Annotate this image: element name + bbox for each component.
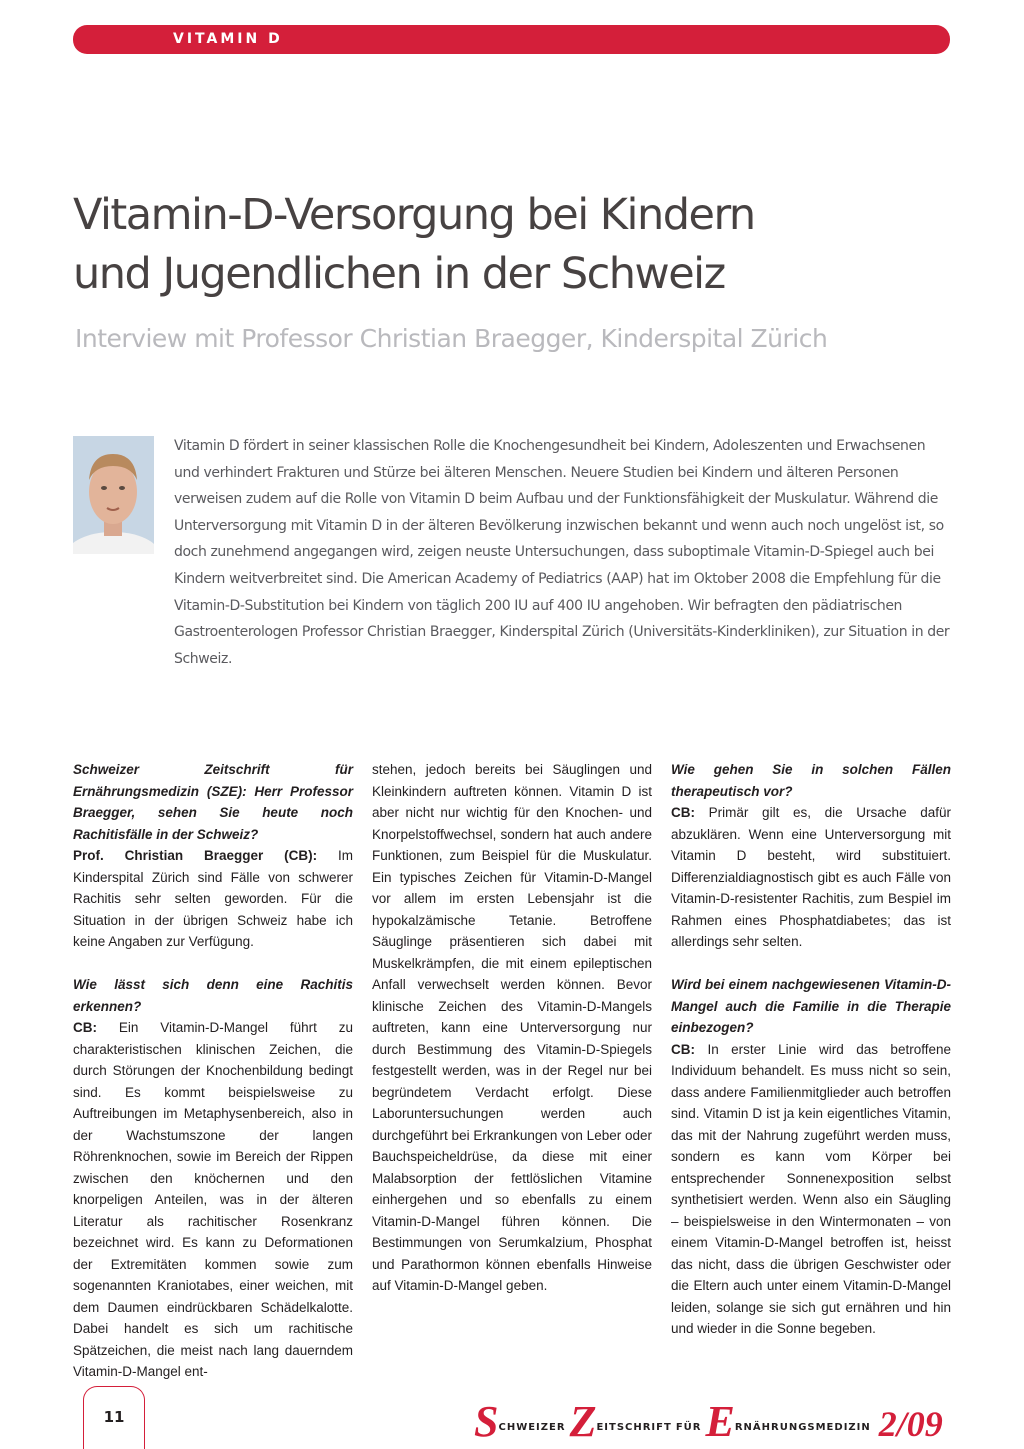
title-line-1: Vitamin-D-Versorgung bei Kindern	[73, 190, 755, 240]
answer-2-continued: stehen, jedoch bereits bei Säuglingen und Kleinkindern auftreten können. Vitamin D ist aber nicht nur wichtig für den Knochen- und Knorpelstoffwechsel, sondern hat auch andere Funktionen, zum Beispiel für die Muskulatur. Ein typisches Zeichen für Vitamin-D-Mangel vor allem im ersten Lebensjahr ist die hypokalzämische Tetanie. Betroffene Säuglinge präsentieren sich dabei mit Muskelkrämpfen, die mit einem epileptischen Anfall verwechselt werden können. Bevor klinische Zeichen des Vitamin-D-Mangels auftreten, kann eine Unterversorgung nur durch Bestimmung des Vitamin-D-Spiegels festgestellt werden, was in der Regel nur bei begründetem Verdacht erfolgt. Diese Laboruntersuchungen werden auch durchgeführt bei Erkrankungen von Leber oder Bauchspeicheldrüse, da diese mit einer Malabsorption der fettlöslichen Vitamine einhergehen und so ebenfalls zu einem Vitamin-D-Mangel führen können. Die Bestimmungen von Serumkalzium, Phosphat und Parathormon können ebenfalls Hinweise auf Vitamin-D-Mangel geben.	[372, 762, 652, 1293]
journal-word-fuer: FÜR	[675, 1422, 702, 1433]
article-subtitle: Interview mit Professor Christian Braegger, Kinderspital Zürich	[75, 324, 828, 353]
journal-word-3: RNÄHRUNGSMEDIZIN	[734, 1422, 871, 1433]
article-title	[73, 186, 973, 304]
journal-initial-s: S	[474, 1397, 499, 1446]
answer-1-text: Im Kinderspital Zürich sind Fälle von schwerer Rachitis sehr selten geworden. Für die Situation in der übrigen Schweiz habe ich keine Angaben zur Verfügung.	[73, 848, 353, 949]
answer-4-speaker: CB:	[671, 1041, 695, 1057]
page-number-box	[83, 1386, 145, 1449]
answer-4-text: In erster Linie wird das betroffene Individuum behandelt. Es muss nicht so sein, dass andere Familienmitglieder auch betroffen sind. Vitamin D ist ja kein eigentliches Vitamin, das mit der Nahrung zugeführt werden muss, sondern es kann vom Körper bei entsprechender Sonnenexposition selbst synthetisiert werden. Wenn also ein Säugling – beispielsweise in den Wintermonaten – von einem Vitamin-D-Mangel betroffen ist, heisst das nicht, dass die übrigen Geschwister oder die Eltern auch unter einem Vitamin-D-Mangel leiden, solange sie sich gut ernähren und hin und wieder in die Sonne begeben.	[671, 1041, 951, 1336]
section-header-bar	[73, 25, 950, 54]
portrait-image	[73, 436, 154, 554]
title-line-2: und Jugendlichen in der Schweiz	[73, 249, 725, 299]
question-1: Schweizer Zeitschrift für Ernährungsmedizin (SZE): Herr Professor Braegger, sehen Sie heute noch Rachitisfälle in der Schweiz?	[73, 762, 353, 842]
journal-word-2: EITSCHRIFT	[596, 1422, 672, 1433]
article-intro: Vitamin D fördert in seiner klassischen Rolle die Knochengesundheit bei Kindern, Adoleszenten und Erwachsenen und verhindert Frakturen und Stürze bei älteren Menschen. Neuere Studien bei Kindern und älteren Personen verweisen zudem auf die Rolle von Vitamin D beim Aufbau und der Funktionsfähigkeit der Muskulatur. Während die Unterversorgung mit Vitamin D in der älteren Bevölkerung inzwischen bekannt und wenn auch noch ungelöst ist, so doch zunehmend angegangen wird, zeigen neuste Untersuchungen, dass suboptimale Vitamin-D-Spiegel auch bei Kindern weitverbreitet sind. Die American Academy of Pediatrics (AAP) hat im Oktober 2008 die Empfehlung für die Vitamin-D-Substitution bei Kindern von täglich 200 IU auf 400 IU angehoben. Wir befragten den pädiatrischen Gastroenterologen Professor Christian Braegger, Kinderspital Zürich (Universitäts-Kinderkliniken), zur Situation in der Schweiz.	[174, 438, 950, 667]
journal-initial-e: E	[705, 1397, 735, 1446]
answer-2-speaker: CB:	[73, 1020, 97, 1035]
column-3	[671, 759, 951, 1340]
journal-logo	[474, 1396, 943, 1446]
answer-3-text: Primär gilt es, die Ursache dafür abzuklären. Wenn eine Unterversorgung mit Vitamin D besteht, wird substituiert. Differenzialdiagnostisch gibt es auch Fälle von Vitamin-D-resistenter Rachitis, zum Bespiel im Rahmen eines Phosphatdiabetes; das ist allerdings sehr selten.	[671, 805, 951, 949]
issue-number: 2/09	[878, 1404, 943, 1444]
author-portrait	[73, 436, 154, 554]
question-2: Wie lässt sich denn eine Rachitis erkennen?	[73, 977, 353, 1014]
answer-1-speaker: Prof. Christian Braegger (CB):	[73, 848, 318, 863]
question-3: Wie gehen Sie in solchen Fällen therapeutisch vor?	[671, 762, 951, 799]
page-number: 11	[103, 1408, 125, 1426]
section-label: VITAMIN D	[173, 31, 283, 47]
answer-2-text: Ein Vitamin-D-Mangel führt zu charakteristischen klinischen Zeichen, die durch Störungen der Knochenbildung bedingt sind. Es kommt beispielsweise zu Auftreibungen im Metaphysenbereich, also in der Wachstumszone der langen Röhrenknochen, sowie im Bereich der Rippen zwischen den knöchernen und den knorpeligen Anteilen, was in der älteren Literatur als rachitischer Rosenkranz bezeichnet wird. Es kann zu Deformationen der Extremitäten kommen sowie zum sogenannten Kraniotabes, einer weichen, mit dem Daumen eindrückbaren Schädelkalotte. Dabei handelt es sich um rachitische Spätzeichen, die meist nach lang dauerndem Vitamin-D-Mangel ent-	[73, 1020, 353, 1379]
column-1	[73, 759, 353, 1383]
column-2	[372, 759, 652, 1297]
journal-word-1: CHWEIZER	[498, 1422, 566, 1433]
answer-3-speaker: CB:	[671, 805, 695, 820]
journal-initial-z: Z	[569, 1397, 597, 1446]
question-4: Wird bei einem nachgewiesenen Vitamin-D-Mangel auch die Familie in die Therapie einbezogen?	[671, 977, 951, 1035]
